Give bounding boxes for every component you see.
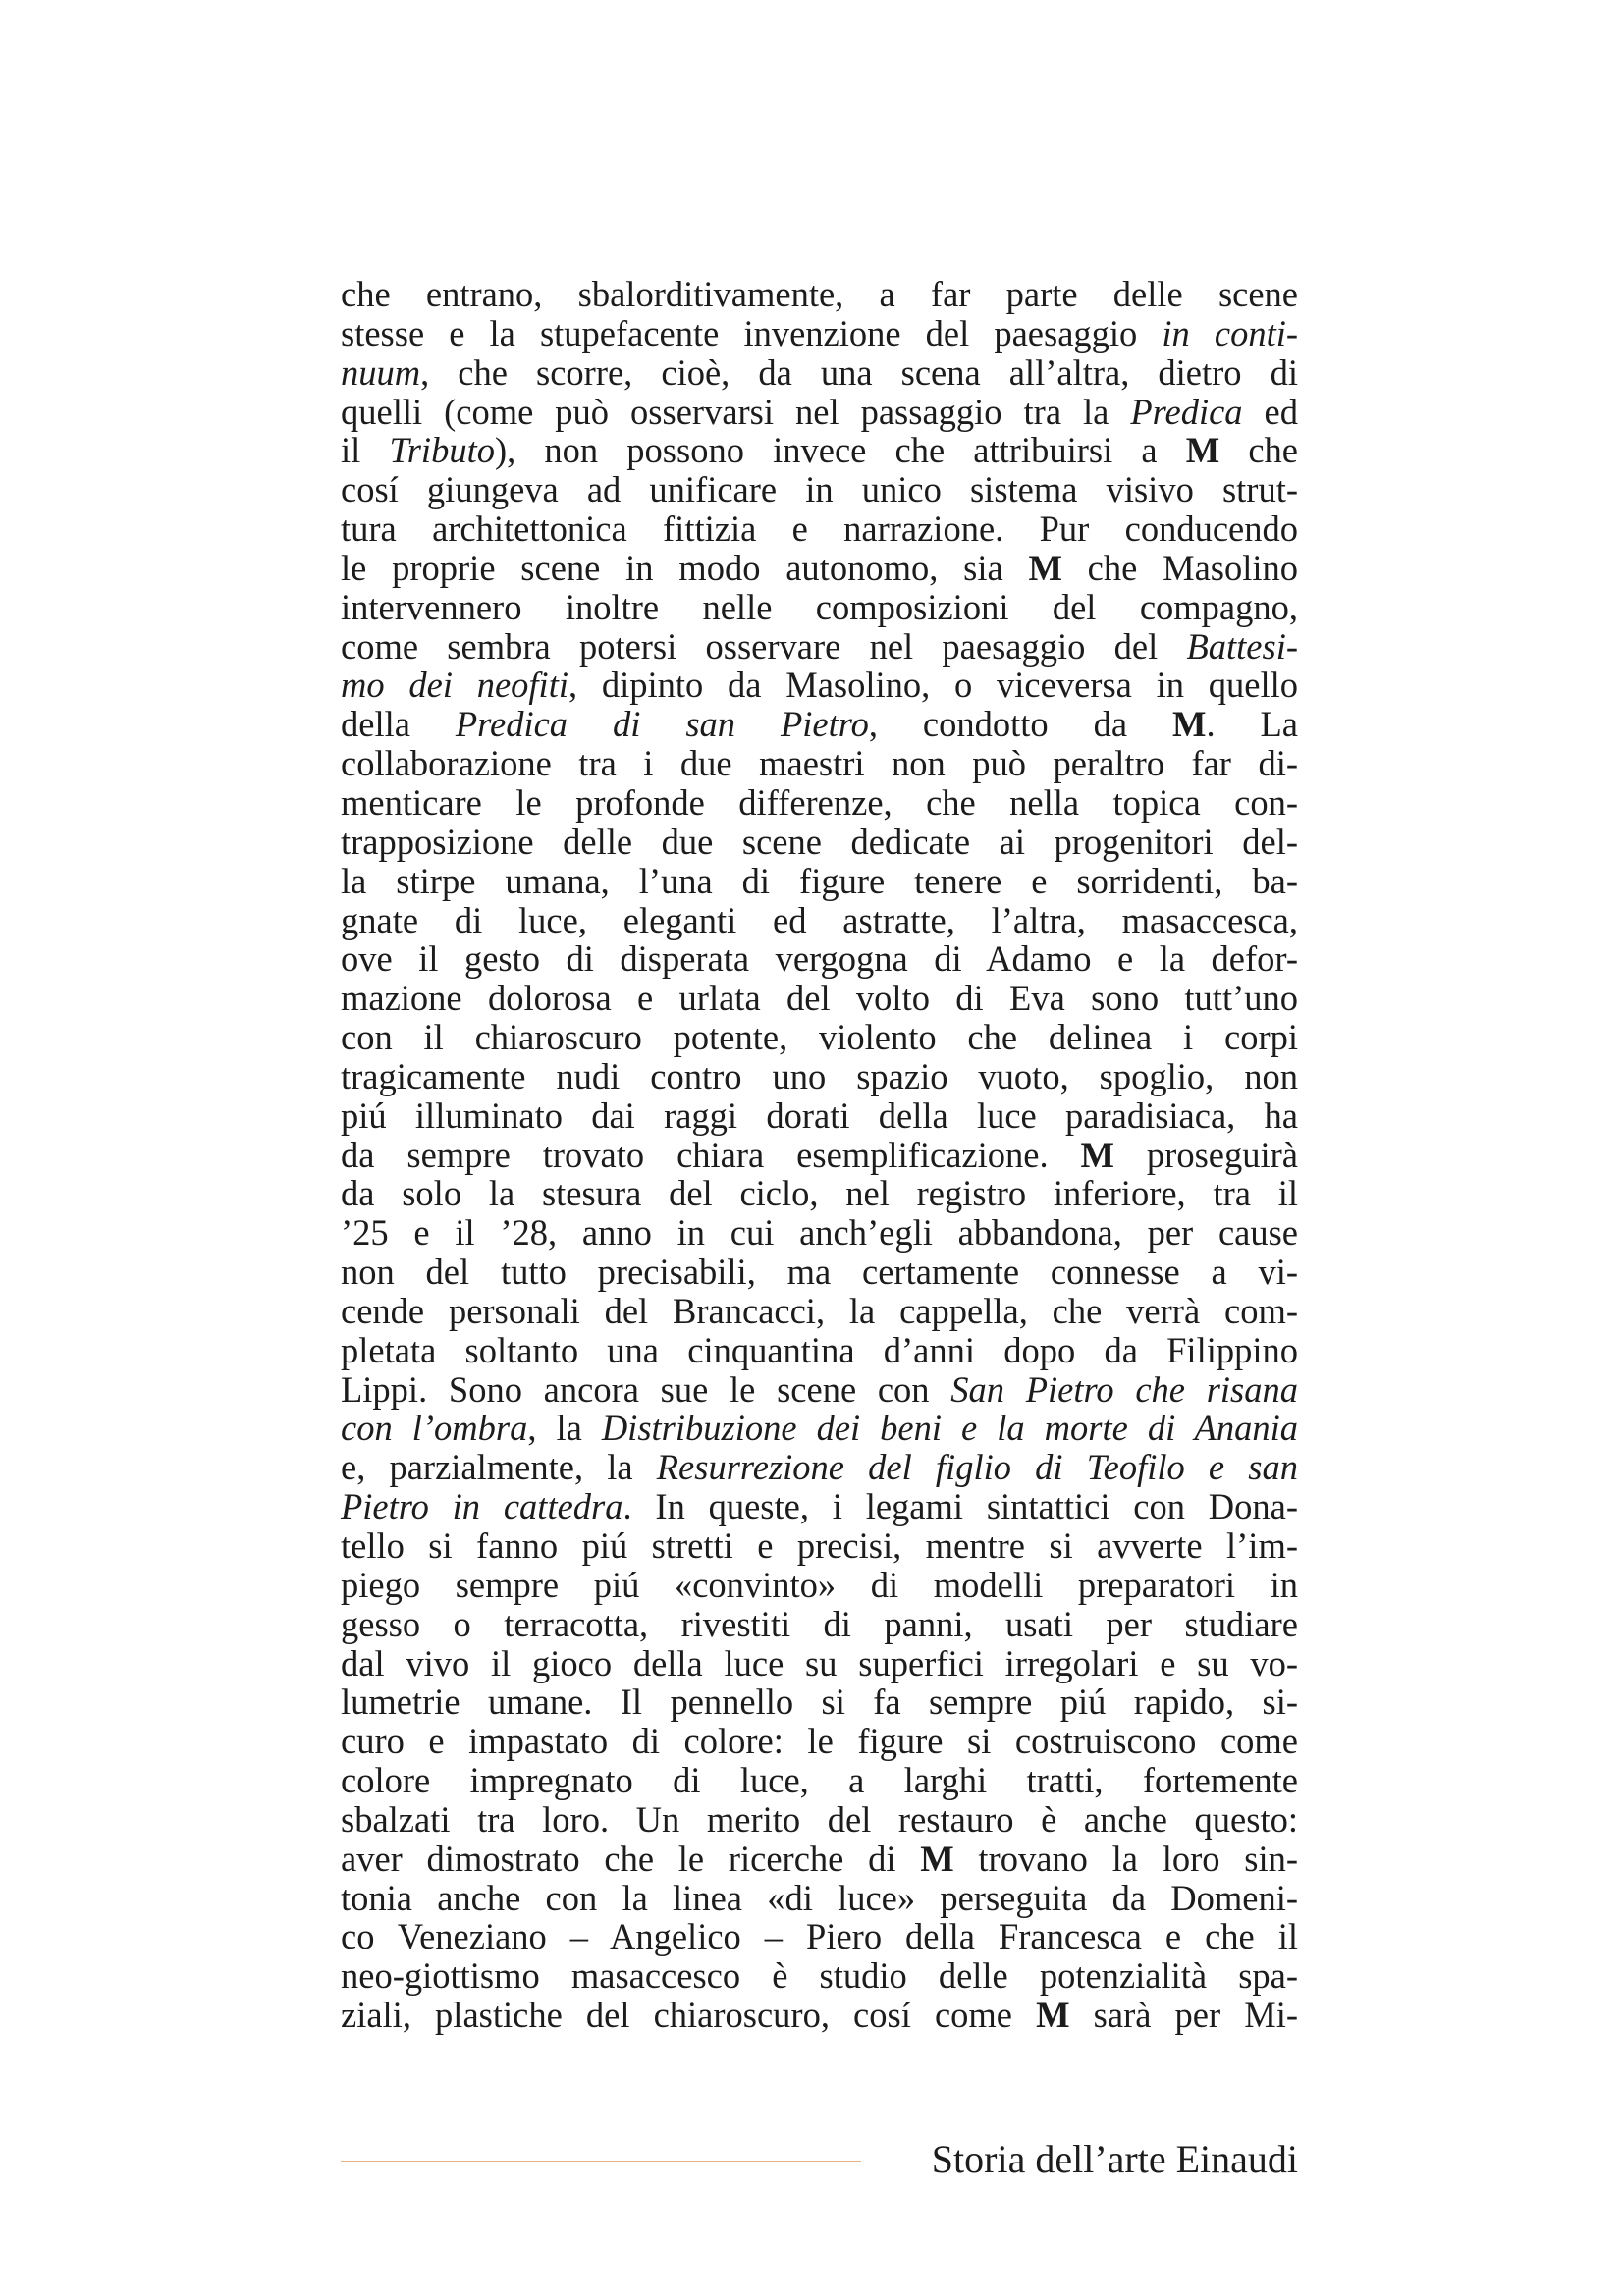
text-segment: , dipinto da Masolino, o viceversa in quello xyxy=(568,665,1298,706)
text-segment: non del tutto precisabili, ma certamente connesse a vi- xyxy=(341,1252,1298,1293)
text-line xyxy=(341,1292,1298,1331)
text-segment: , la xyxy=(527,1408,602,1449)
text-segment: trovano la loro sin- xyxy=(953,1838,1298,1879)
text-line xyxy=(341,1917,1298,1956)
text-line xyxy=(341,1213,1298,1253)
text-segment: della xyxy=(341,704,456,745)
text-line xyxy=(341,1448,1298,1487)
italic-text: mo dei neofiti xyxy=(341,665,568,706)
text-segment: ’25 e il ’28, anno in cui anch’egli abbandona, per cause xyxy=(341,1212,1298,1254)
bold-text: M xyxy=(1036,1995,1070,2036)
text-line xyxy=(341,666,1298,705)
text-segment: tura architettonica fittizia e narrazione. Pur conducendo xyxy=(341,508,1298,550)
text-segment: ove il gesto di disperata vergogna di Adamo e la defor- xyxy=(341,938,1298,980)
text-segment: sbalzati tra loro. Un merito del restauro è anche questo: xyxy=(341,1798,1298,1840)
text-line xyxy=(341,1018,1298,1057)
text-line xyxy=(341,705,1298,744)
text-segment: che xyxy=(1219,430,1298,471)
bold-text: M xyxy=(1171,704,1207,745)
italic-text: Pietro in cattedra xyxy=(341,1486,623,1527)
italic-text: Distribuzione dei beni e la morte di Anania xyxy=(601,1408,1298,1449)
text-line xyxy=(341,783,1298,823)
text-segment: il xyxy=(341,430,390,471)
text-line xyxy=(341,862,1298,901)
text-line xyxy=(341,627,1298,667)
text-segment: sarà per Mi- xyxy=(1069,1995,1298,2036)
text-line xyxy=(341,353,1298,393)
text-segment: che entrano, sbalorditivamente, a far parte delle scene xyxy=(341,274,1298,314)
text-segment: tello si fanno piú stretti e precisi, mentre si avverte l’im- xyxy=(341,1525,1298,1566)
text-segment: Lippi. Sono ancora sue le scene con xyxy=(341,1368,951,1410)
text-segment: co Veneziano – Angelico – Piero della Francesca e che il xyxy=(341,1916,1298,1957)
text-line xyxy=(341,1644,1298,1683)
text-line xyxy=(341,1879,1298,1918)
italic-text: con l’ombra xyxy=(341,1408,528,1449)
text-line xyxy=(341,1800,1298,1840)
italic-text: Battesi- xyxy=(1186,625,1298,667)
text-segment: con il chiaroscuro potente, violento che delinea i corpi xyxy=(341,1017,1298,1058)
text-segment: neo-giottismo masaccesco è studio delle potenzialità spa- xyxy=(341,1955,1298,1997)
text-segment: che Masolino xyxy=(1061,547,1299,588)
text-line xyxy=(341,588,1298,627)
text-segment: tragicamente nudi contro uno spazio vuoto, spoglio, non xyxy=(341,1055,1298,1096)
text-line xyxy=(341,1409,1298,1448)
text-line xyxy=(341,393,1298,432)
italic-text: Predica di san Pietro xyxy=(455,704,869,745)
italic-text: in conti- xyxy=(1162,312,1299,353)
text-line xyxy=(341,939,1298,979)
text-line xyxy=(341,549,1298,588)
text-line xyxy=(341,509,1298,549)
text-segment: cosí giungeva ad unificare in unico sistema visivo strut- xyxy=(341,469,1298,510)
text-segment: ed xyxy=(1242,391,1298,432)
text-segment: dal vivo il gioco della luce su superfici irregolari e su vo- xyxy=(341,1642,1298,1683)
text-line xyxy=(341,275,1298,314)
text-segment: quelli (come può osservarsi nel passaggio tra la xyxy=(341,391,1131,432)
text-line xyxy=(341,1370,1298,1410)
text-line xyxy=(341,1761,1298,1800)
text-segment: menticare le profonde differenze, che nella topica con- xyxy=(341,781,1298,823)
text-segment: collaborazione tra i due maestri non può peraltro far di- xyxy=(341,743,1298,784)
text-line xyxy=(341,1096,1298,1136)
text-segment: cende personali del Brancacci, la cappella, che verrà com- xyxy=(341,1290,1298,1331)
italic-text: nuum xyxy=(341,351,421,393)
text-line xyxy=(341,1722,1298,1761)
bold-text: M xyxy=(920,1838,954,1879)
page-footer xyxy=(341,2135,1298,2184)
bold-text: M xyxy=(1028,547,1062,588)
text-line xyxy=(341,1174,1298,1213)
italic-text: Tributo xyxy=(389,430,495,471)
text-segment: . La xyxy=(1206,704,1298,745)
text-line xyxy=(341,901,1298,940)
text-segment: . In queste, i legami sintattici con Dona- xyxy=(622,1486,1299,1527)
text-line xyxy=(341,1136,1298,1175)
text-line xyxy=(341,1956,1298,1996)
text-segment: , che scorre, cioè, da una scena all’altra, dietro di xyxy=(420,351,1298,393)
italic-text: Predica xyxy=(1130,391,1243,432)
text-line xyxy=(341,1682,1298,1722)
text-segment: ), non possono invece che attribuirsi a xyxy=(494,430,1186,471)
footer-title: Storia dell’arte Einaudi xyxy=(931,2137,1298,2181)
text-segment: la stirpe umana, l’una di figure tenere e sorridenti, ba- xyxy=(341,860,1298,901)
text-line xyxy=(341,1487,1298,1526)
text-segment: tonia anche con la linea «di luce» perseguita da Domeni- xyxy=(341,1877,1298,1918)
text-segment: gesso o terracotta, rivestiti di panni, usati per studiare xyxy=(341,1603,1298,1644)
text-line xyxy=(341,823,1298,862)
text-line xyxy=(341,1526,1298,1566)
text-segment: intervennero inoltre nelle composizioni del compagno, xyxy=(341,586,1298,627)
text-segment: lumetrie umane. Il pennello si fa sempre piú rapido, si- xyxy=(341,1682,1298,1723)
text-segment: le proprie scene in modo autonomo, sia xyxy=(341,547,1029,588)
text-line xyxy=(341,470,1298,509)
text-segment: come sembra potersi osservare nel paesaggio del xyxy=(341,625,1187,667)
italic-text: Resurrezione del figlio di Teofilo e san xyxy=(656,1447,1298,1488)
text-segment: piú illuminato dai raggi dorati della luce paradisiaca, ha xyxy=(341,1095,1298,1136)
text-segment: e, parzialmente, la xyxy=(341,1447,657,1488)
text-line xyxy=(341,314,1298,353)
text-line xyxy=(341,1566,1298,1605)
text-segment: , condotto da xyxy=(868,704,1172,745)
text-segment: mazione dolorosa e urlata del volto di Eva sono tutt’uno xyxy=(341,978,1298,1019)
text-segment: ziali, plastiche del chiaroscuro, cosí come xyxy=(341,1995,1037,2036)
text-segment: gnate di luce, eleganti ed astratte, l’altra, masaccesca, xyxy=(341,899,1298,940)
bold-text: M xyxy=(1185,430,1220,471)
text-segment: piego sempre piú «convinto» di modelli preparatori in xyxy=(341,1564,1298,1605)
text-segment: trapposizione delle due scene dedicate ai progenitori del- xyxy=(341,821,1298,862)
text-segment: colore impregnato di luce, a larghi tratti, fortemente xyxy=(341,1760,1298,1801)
text-segment: da sempre trovato chiara esemplificazione. xyxy=(341,1134,1081,1175)
text-segment: aver dimostrato che le ricerche di xyxy=(341,1838,921,1879)
text-segment: proseguirà xyxy=(1113,1134,1298,1175)
text-line xyxy=(341,1840,1298,1879)
text-line xyxy=(341,1605,1298,1644)
text-line xyxy=(341,1057,1298,1096)
text-segment: stesse e la stupefacente invenzione del paesaggio xyxy=(341,312,1163,353)
text-segment: curo e impastato di colore: le figure si costruiscono come xyxy=(341,1721,1298,1762)
text-segment: pletata soltanto una cinquantina d’anni dopo da Filippino xyxy=(341,1329,1298,1370)
footer-rule xyxy=(341,2161,861,2162)
text-line xyxy=(341,1253,1298,1292)
bold-text: M xyxy=(1080,1134,1114,1175)
text-line xyxy=(341,744,1298,783)
text-line xyxy=(341,1331,1298,1370)
body-text xyxy=(341,275,1298,2035)
text-line xyxy=(341,1996,1298,2035)
text-segment: da solo la stesura del ciclo, nel registro inferiore, tra il xyxy=(341,1173,1298,1214)
italic-text: San Pietro che risana xyxy=(950,1368,1299,1410)
text-line xyxy=(341,979,1298,1018)
text-line xyxy=(341,431,1298,470)
